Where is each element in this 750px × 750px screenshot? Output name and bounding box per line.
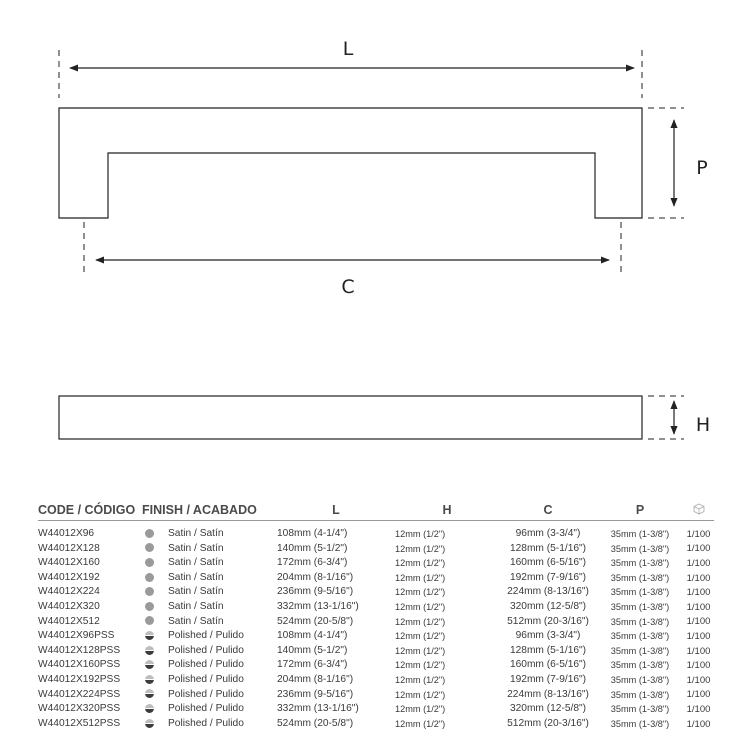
header-code: CODE / CÓDIGO — [38, 502, 142, 521]
table-row — [38, 673, 714, 688]
l-cell: 172mm (6-3/4") — [277, 557, 348, 569]
finish-cell — [142, 688, 277, 703]
h-cell: 12mm (1/2") — [395, 631, 446, 642]
finish-label: Satin / Satín — [168, 571, 224, 583]
p-cell: 35mm (1-3/8") — [610, 616, 670, 627]
finish-label: Polished / Pulido — [168, 688, 244, 700]
l-cell: 108mm (4-1/4") — [277, 528, 348, 539]
finish-label: Satin / Satín — [168, 586, 224, 598]
finish-cell — [142, 521, 277, 542]
polished-finish-swatch-icon — [145, 689, 154, 698]
c-cell: 192mm (7-9/16") — [509, 673, 587, 685]
header-p: P — [597, 502, 683, 521]
dimension-h — [648, 396, 710, 439]
finish-label: Satin / Satín — [168, 542, 224, 554]
pack-cell — [683, 717, 714, 732]
h-cell: 12mm (1/2") — [395, 558, 446, 569]
pack-label: 1/100 — [686, 528, 711, 540]
c-cell: 224mm (8-13/16") — [507, 688, 589, 700]
p-cell: 35mm (1-3/8") — [610, 704, 670, 715]
table-header-row — [38, 502, 714, 521]
code-cell: W44012X128 — [38, 542, 100, 554]
dimension-h-label: H — [695, 414, 711, 436]
h-cell: 12mm (1/2") — [395, 704, 446, 715]
finish-label: Polished / Pulido — [168, 659, 244, 671]
c-cell: 512mm (20-3/16") — [507, 615, 589, 627]
l-cell: 140mm (5-1/2") — [277, 542, 348, 554]
c-cell: 128mm (5-1/16") — [509, 542, 587, 554]
h-cell: 12mm (1/2") — [395, 587, 446, 598]
table-row — [38, 521, 714, 542]
p-cell: 35mm (1-3/8") — [610, 674, 670, 685]
finish-label: Satin / Satín — [168, 557, 224, 569]
finish-cell — [142, 717, 277, 732]
polished-finish-swatch-icon — [145, 719, 154, 728]
h-cell: 12mm (1/2") — [395, 572, 446, 583]
finish-cell — [142, 571, 277, 586]
table-row — [38, 717, 714, 732]
polished-finish-swatch-icon — [145, 660, 154, 669]
finish-cell — [142, 542, 277, 557]
c-cell: 512mm (20-3/16") — [507, 717, 589, 729]
dimension-p — [648, 108, 708, 218]
p-cell: 35mm (1-3/8") — [610, 645, 670, 656]
pack-cell — [683, 673, 714, 688]
c-cell: 160mm (6-5/16") — [509, 659, 587, 671]
table-row — [38, 615, 714, 630]
l-cell: 332mm (13-1/16") — [277, 600, 359, 612]
l-cell: 236mm (9-5/16") — [277, 688, 354, 700]
finish-cell — [142, 615, 277, 630]
pack-label: 1/100 — [686, 660, 711, 672]
dimension-c-label: C — [341, 276, 355, 298]
pack-label: 1/100 — [686, 543, 711, 555]
p-cell: 35mm (1-3/8") — [610, 689, 670, 700]
finish-label: Satin / Satín — [168, 528, 224, 539]
code-cell: W44012X160 — [38, 557, 100, 569]
code-cell: W44012X128PSS — [38, 644, 121, 656]
pack-label: 1/100 — [686, 572, 711, 584]
p-cell: 35mm (1-3/8") — [610, 631, 670, 642]
pack-label: 1/100 — [686, 645, 711, 657]
code-cell: W44012X192PSS — [38, 673, 121, 685]
table-row — [38, 629, 714, 644]
c-cell: 96mm (3-3/4") — [515, 630, 581, 642]
table-body — [38, 521, 714, 732]
h-cell: 12mm (1/2") — [395, 645, 446, 656]
l-cell: 204mm (8-1/16") — [277, 673, 354, 685]
pack-cell — [683, 585, 714, 600]
table-row — [38, 658, 714, 673]
code-cell: W44012X96 — [38, 528, 95, 539]
table-row — [38, 644, 714, 659]
dimension-l — [59, 38, 642, 98]
c-cell: 96mm (3-3/4") — [515, 528, 581, 539]
l-cell: 524mm (20-5/8") — [277, 717, 354, 729]
satin-finish-swatch-icon — [145, 587, 154, 596]
pack-label: 1/100 — [686, 587, 711, 599]
code-cell: W44012X160PSS — [38, 659, 121, 671]
c-cell: 160mm (6-5/16") — [509, 557, 587, 569]
pack-label: 1/100 — [686, 630, 711, 642]
polished-finish-swatch-icon — [145, 704, 154, 713]
l-cell: 204mm (8-1/16") — [277, 571, 354, 583]
c-cell: 128mm (5-1/16") — [509, 644, 587, 656]
handle-front-view — [59, 108, 642, 218]
finish-cell — [142, 673, 277, 688]
c-cell: 320mm (12-5/8") — [509, 600, 587, 612]
code-cell: W44012X320PSS — [38, 703, 121, 715]
finish-cell — [142, 600, 277, 615]
c-cell: 192mm (7-9/16") — [509, 571, 587, 583]
pack-cell — [683, 521, 714, 542]
h-cell: 12mm (1/2") — [395, 543, 446, 554]
finish-label: Polished / Pulido — [168, 630, 244, 642]
dimension-c — [84, 222, 621, 298]
pack-cell — [683, 571, 714, 586]
h-cell: 12mm (1/2") — [395, 674, 446, 685]
satin-finish-swatch-icon — [145, 602, 154, 611]
pack-label: 1/100 — [686, 674, 711, 686]
pack-cell — [683, 615, 714, 630]
h-cell: 12mm (1/2") — [395, 718, 446, 729]
finish-cell — [142, 644, 277, 659]
code-cell: W44012X96PSS — [38, 630, 115, 642]
satin-finish-swatch-icon — [145, 558, 154, 567]
table-row — [38, 585, 714, 600]
h-cell: 12mm (1/2") — [395, 689, 446, 700]
finish-cell — [142, 585, 277, 600]
dimension-p-label: P — [696, 157, 708, 179]
pack-label: 1/100 — [686, 601, 711, 613]
polished-finish-swatch-icon — [145, 675, 154, 684]
satin-finish-swatch-icon — [145, 543, 154, 552]
finish-cell — [142, 556, 277, 571]
dimension-l-label: L — [342, 38, 354, 60]
p-cell: 35mm (1-3/8") — [610, 572, 670, 583]
p-cell: 35mm (1-3/8") — [610, 718, 670, 729]
finish-label: Satin / Satín — [168, 600, 224, 612]
pack-cell — [683, 629, 714, 644]
h-cell: 12mm (1/2") — [395, 616, 446, 627]
l-cell: 140mm (5-1/2") — [277, 644, 348, 656]
header-l: L — [277, 502, 395, 521]
finish-cell — [142, 658, 277, 673]
table-row — [38, 600, 714, 615]
finish-label: Satin / Satín — [168, 615, 224, 627]
p-cell: 35mm (1-3/8") — [610, 601, 670, 612]
pack-cell — [683, 688, 714, 703]
c-cell: 224mm (8-13/16") — [507, 586, 589, 598]
h-cell: 12mm (1/2") — [395, 601, 446, 612]
finish-cell — [142, 702, 277, 717]
pack-cell — [683, 556, 714, 571]
finish-cell — [142, 629, 277, 644]
satin-finish-swatch-icon — [145, 616, 154, 625]
finish-label: Polished / Pulido — [168, 717, 244, 729]
p-cell: 35mm (1-3/8") — [610, 529, 670, 539]
pack-cell — [683, 658, 714, 673]
code-cell: W44012X512 — [38, 615, 100, 627]
l-cell: 172mm (6-3/4") — [277, 659, 348, 671]
header-finish: FINISH / ACABADO — [142, 502, 277, 521]
pack-label: 1/100 — [686, 703, 711, 715]
pack-cell — [683, 542, 714, 557]
header-h: H — [395, 502, 499, 521]
code-cell: W44012X512PSS — [38, 717, 121, 729]
l-cell: 332mm (13-1/16") — [277, 703, 359, 715]
h-cell: 12mm (1/2") — [395, 660, 446, 671]
table-row — [38, 556, 714, 571]
code-cell: W44012X224 — [38, 586, 100, 598]
l-cell: 524mm (20-5/8") — [277, 615, 354, 627]
pack-cell — [683, 702, 714, 717]
handle-side-view — [59, 396, 642, 439]
h-cell: 12mm (1/2") — [395, 529, 446, 539]
l-cell: 236mm (9-5/16") — [277, 586, 354, 598]
satin-finish-swatch-icon — [145, 573, 154, 582]
finish-label: Polished / Pulido — [168, 703, 244, 715]
table-row — [38, 688, 714, 703]
code-cell: W44012X192 — [38, 571, 100, 583]
polished-finish-swatch-icon — [145, 646, 154, 655]
finish-label: Polished / Pulido — [168, 644, 244, 656]
box-icon — [683, 502, 714, 521]
specification-table — [38, 502, 714, 731]
finish-label: Polished / Pulido — [168, 673, 244, 685]
c-cell: 320mm (12-5/8") — [509, 703, 587, 715]
pack-label: 1/100 — [686, 689, 711, 701]
p-cell: 35mm (1-3/8") — [610, 558, 670, 569]
code-cell: W44012X224PSS — [38, 688, 121, 700]
pack-cell — [683, 644, 714, 659]
pack-label: 1/100 — [686, 557, 711, 569]
p-cell: 35mm (1-3/8") — [610, 543, 670, 554]
pack-label: 1/100 — [686, 616, 711, 628]
p-cell: 35mm (1-3/8") — [610, 587, 670, 598]
pack-label: 1/100 — [686, 718, 711, 730]
code-cell: W44012X320 — [38, 600, 100, 612]
table-row — [38, 702, 714, 717]
l-cell: 108mm (4-1/4") — [277, 630, 348, 642]
header-c: C — [499, 502, 597, 521]
table-row — [38, 542, 714, 557]
pack-cell — [683, 600, 714, 615]
satin-finish-swatch-icon — [145, 529, 154, 538]
p-cell: 35mm (1-3/8") — [610, 660, 670, 671]
polished-finish-swatch-icon — [145, 631, 154, 640]
table-row — [38, 571, 714, 586]
